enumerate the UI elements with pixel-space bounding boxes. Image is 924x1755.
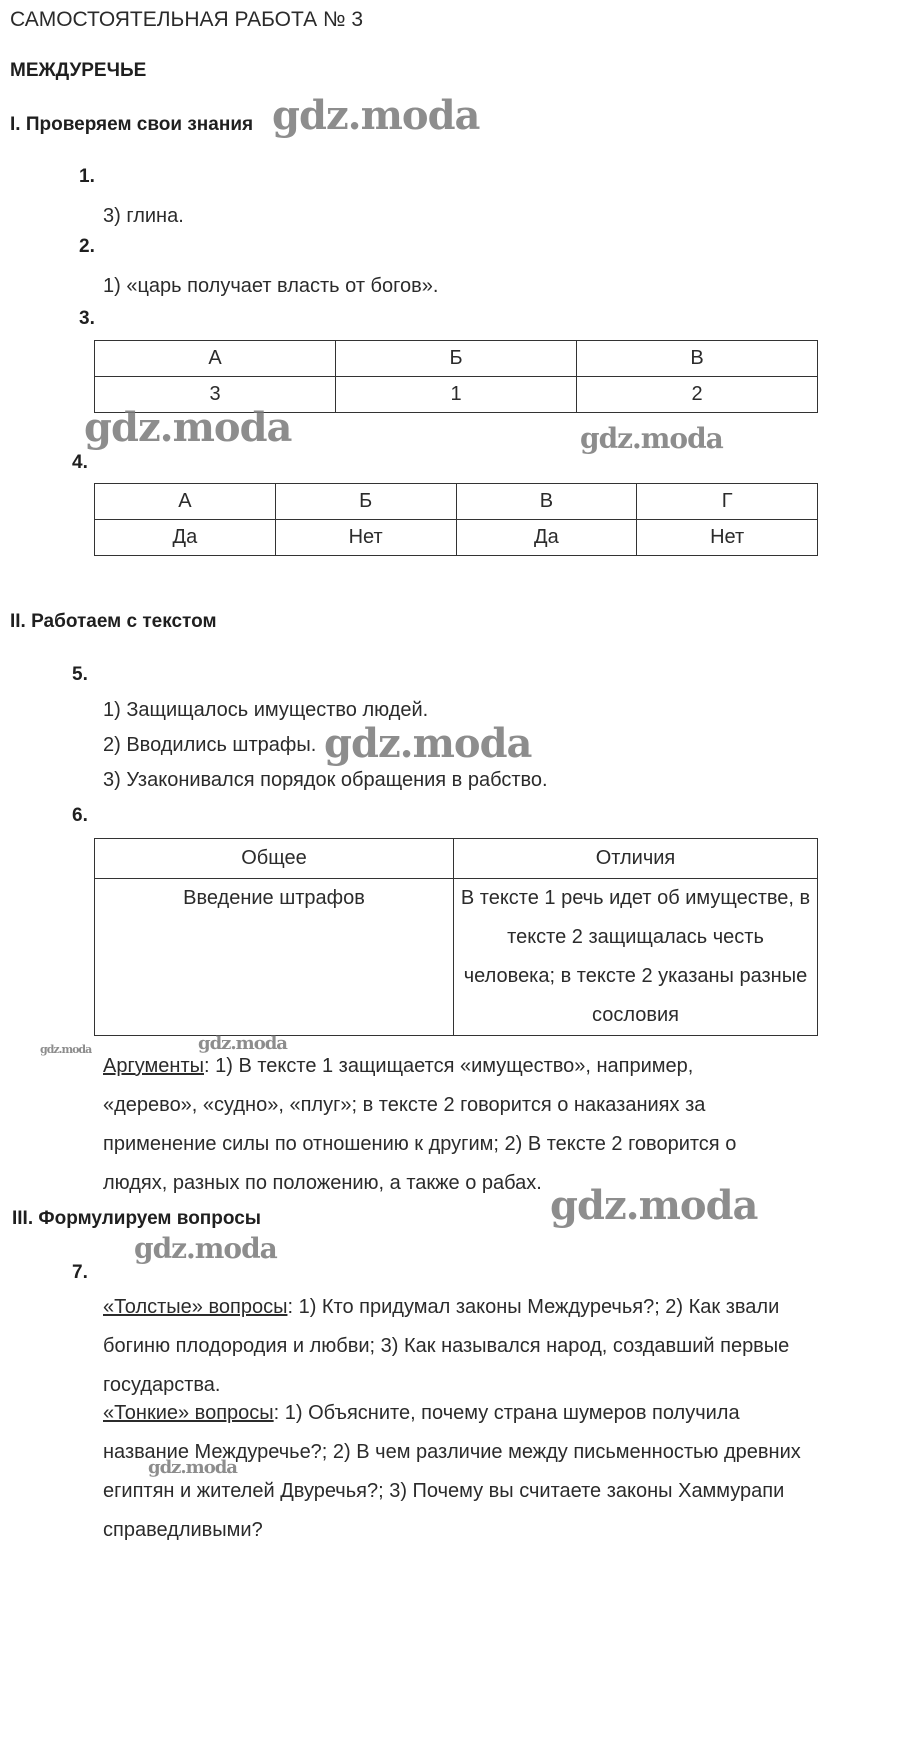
section-3-heading: III. Формулируем вопросы bbox=[12, 1208, 262, 1229]
section-1-heading: I. Проверяем свои знания bbox=[10, 114, 254, 135]
question-5-line-2: 2) Вводились штрафы. bbox=[103, 734, 317, 756]
question-6-table bbox=[94, 838, 818, 1036]
q3-value-a: 3 bbox=[95, 377, 336, 413]
question-5-line-1: 1) Защищалось имущество людей. bbox=[103, 699, 429, 721]
question-5-line-3: 3) Узаконивался порядок обращения в рабство. bbox=[103, 769, 548, 791]
question-3-table bbox=[94, 340, 818, 413]
question-1-answer: 3) глина. bbox=[103, 205, 184, 227]
section-2-heading: II. Работаем с текстом bbox=[10, 611, 217, 632]
q3-header-v: В bbox=[577, 341, 818, 377]
watermark: gdz.moda bbox=[198, 1033, 287, 1054]
watermark: gdz.moda bbox=[272, 92, 480, 139]
watermark: gdz.moda bbox=[324, 720, 532, 767]
q4-value-b: Нет bbox=[275, 520, 456, 556]
q6-common-value: Введение штрафов bbox=[95, 879, 454, 1036]
watermark: gdz.moda bbox=[134, 1232, 277, 1265]
thick-questions-paragraph bbox=[103, 1288, 815, 1405]
arguments-label: Аргументы bbox=[103, 1055, 204, 1077]
q4-header-v: В bbox=[456, 484, 637, 520]
q3-header-b: Б bbox=[336, 341, 577, 377]
question-4-table bbox=[94, 483, 818, 556]
watermark: gdz.moda bbox=[40, 1043, 92, 1056]
question-2-number: 2. bbox=[79, 236, 95, 257]
question-5-number: 5. bbox=[72, 664, 88, 685]
question-2-answer: 1) «царь получает власть от богов». bbox=[103, 275, 439, 297]
q3-value-b: 1 bbox=[336, 377, 577, 413]
q4-value-a: Да bbox=[95, 520, 276, 556]
q4-value-g: Нет bbox=[637, 520, 818, 556]
thick-questions-label: «Толстые» вопросы bbox=[103, 1296, 288, 1318]
q6-header-differences: Отличия bbox=[454, 839, 818, 879]
page-title: САМОСТОЯТЕЛЬНАЯ РАБОТА № 3 bbox=[10, 8, 364, 31]
question-3-number: 3. bbox=[79, 308, 95, 329]
q4-header-g: Г bbox=[637, 484, 818, 520]
question-4-number: 4. bbox=[72, 452, 88, 473]
q3-value-v: 2 bbox=[577, 377, 818, 413]
q4-header-a: А bbox=[95, 484, 276, 520]
thin-questions-text: : 1) Объясните, почему страна шумеров получила название Междуречье?; 2) В чем различие между письменностью древних египтян и жителей Двуречья?; 3) Почему вы считаете законы Хаммурапи справедливыми? bbox=[103, 1402, 801, 1541]
q4-header-b: Б bbox=[275, 484, 456, 520]
question-6-number: 6. bbox=[72, 805, 88, 826]
watermark: gdz.moda bbox=[580, 422, 723, 455]
watermark: gdz.moda bbox=[550, 1182, 758, 1229]
watermark: gdz.moda bbox=[84, 404, 292, 451]
q3-header-a: А bbox=[95, 341, 336, 377]
watermark: gdz.moda bbox=[148, 1457, 237, 1478]
question-7-number: 7. bbox=[72, 1262, 88, 1283]
thin-questions-label: «Тонкие» вопросы bbox=[103, 1402, 274, 1424]
q6-header-common: Общее bbox=[95, 839, 454, 879]
thick-questions-text: : 1) Кто придумал законы Междуречья?; 2) Как звали богиню плодородия и любви; 3) Как назывался народ, создавший первые государства. bbox=[103, 1296, 790, 1396]
arguments-paragraph bbox=[103, 1047, 783, 1203]
q6-differences-value: В тексте 1 речь идет об имуществе, в тексте 2 защищалась честь человека; в тексте 2 указаны разные сословия bbox=[454, 879, 818, 1036]
arguments-text: : 1) В тексте 1 защищается «имущество», например, «дерево», «судно», «плуг»; в тексте 2 говорится о наказаниях за применение силы по отношению к другим; 2) В тексте 2 говорится о людях, разных по положению, а также о рабах. bbox=[103, 1055, 737, 1194]
page-subtitle: МЕЖДУРЕЧЬЕ bbox=[10, 60, 147, 81]
q4-value-v: Да bbox=[456, 520, 637, 556]
question-1-number: 1. bbox=[79, 166, 95, 187]
